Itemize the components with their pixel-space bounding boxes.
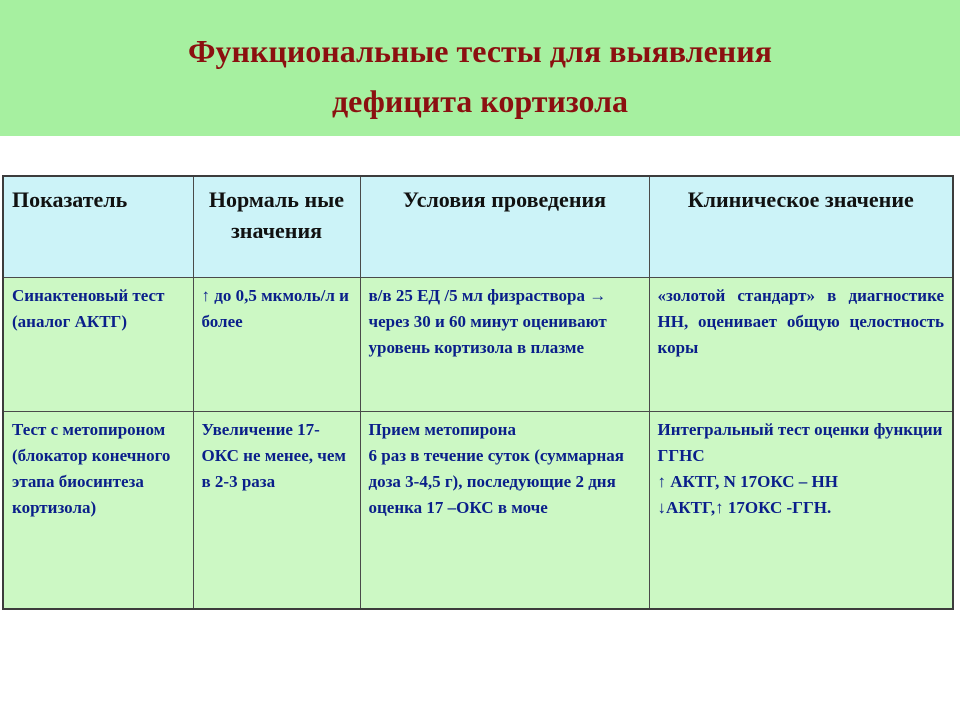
clinical-line-1: Интегральный тест оценки функции ГГНС xyxy=(657,419,943,465)
header-normal-values: Нормаль ные значения xyxy=(193,176,360,277)
table-row xyxy=(3,411,953,609)
cell-clinical-significance xyxy=(649,411,953,609)
cell-normal-values: Увеличение 17-ОКС не менее, чем в 2-3 раза xyxy=(193,411,360,609)
conditions-line-1: Прием метопирона xyxy=(368,419,516,439)
conditions-line-2: 6 раз в течение суток (суммарная доза 3-4,5 г), последующие 2 дня оценка 17 –ОКС в моче xyxy=(368,445,624,517)
cell-conditions: в/в 25 ЕД /5 мл физраствора → через 30 и 60 минут оценивают уровень кортизола в плазме xyxy=(360,277,649,411)
header-conditions: Условия проведения xyxy=(360,176,649,277)
cell-conditions xyxy=(360,411,649,609)
header-indicator: Показатель xyxy=(3,176,193,277)
slide-title-line-1: Функциональные тесты для выявления xyxy=(188,33,772,69)
cortisol-tests-table xyxy=(2,175,954,610)
table-row xyxy=(3,277,953,411)
cell-clinical-significance: «золотой стандарт» в диагностике НН, оценивает общую целостность коры xyxy=(649,277,953,411)
slide-title-line-2: дефицита кортизола xyxy=(331,83,629,119)
cell-indicator: Синактеновый тест (аналог АКТГ) xyxy=(3,277,193,411)
clinical-line-3: ↓АКТГ,↑ 17ОКС -ГГН. xyxy=(657,497,832,517)
cell-normal-values: ↑ до 0,5 мкмоль/л и более xyxy=(193,277,360,411)
slide-title xyxy=(0,26,960,126)
header-clinical-significance: Клиническое значение xyxy=(649,176,953,277)
clinical-line-2: ↑ АКТГ, N 17ОКС – НН xyxy=(657,471,838,491)
table-header-row xyxy=(3,176,953,277)
cell-indicator: Тест с метопироном (блокатор конечного этапа биосинтеза кортизола) xyxy=(3,411,193,609)
